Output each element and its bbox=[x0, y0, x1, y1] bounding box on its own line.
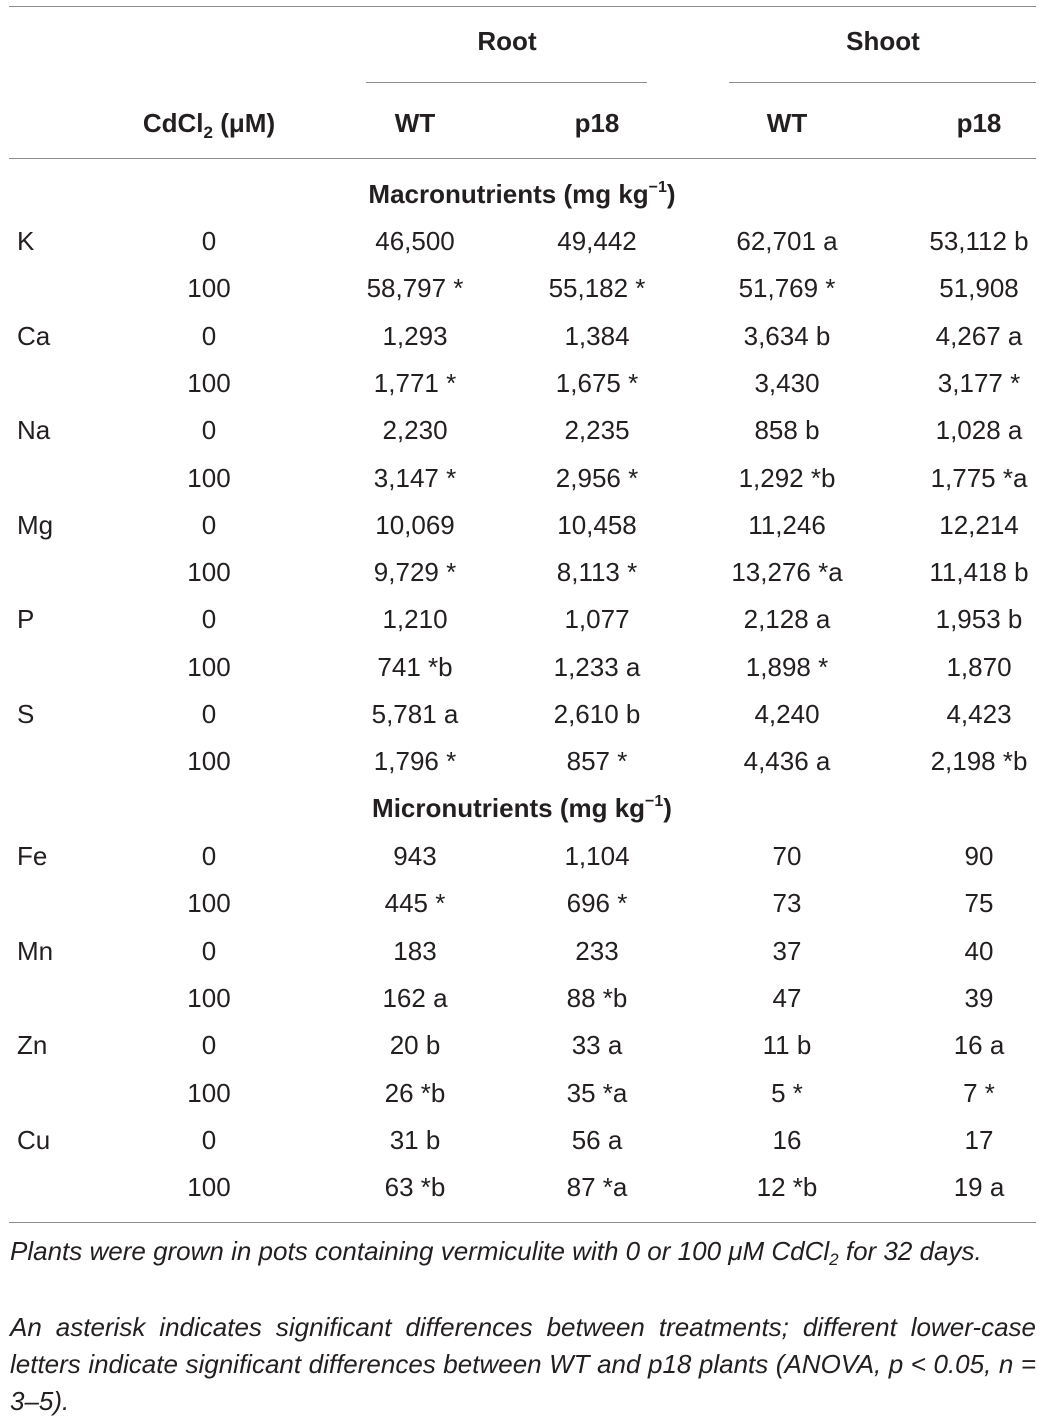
cell-root-wt: 26 *b bbox=[384, 1078, 446, 1108]
cell-shoot-wt: 70 bbox=[772, 841, 802, 871]
treatment-column-header: CdCl$_2$ (μM) bbox=[142, 108, 276, 142]
cell-root-p18: 49,442 bbox=[557, 226, 637, 256]
column-header-root-p18: p18 bbox=[574, 108, 620, 138]
cell-root-wt: 162 a bbox=[382, 983, 448, 1013]
cell-root-wt: 1,210 bbox=[382, 604, 448, 634]
cell-element: Fe bbox=[17, 841, 48, 871]
cell-cdcl2: 100 bbox=[187, 983, 231, 1013]
cell-cdcl2: 0 bbox=[201, 936, 217, 966]
cell-element: K bbox=[17, 226, 35, 256]
cell-root-wt: 3,147 * bbox=[373, 463, 457, 493]
cell-shoot-p18: 4,423 bbox=[946, 699, 1012, 729]
cell-root-p18: 1,675 * bbox=[555, 368, 639, 398]
cell-shoot-p18: 16 a bbox=[953, 1030, 1005, 1060]
cell-cdcl2: 0 bbox=[201, 226, 217, 256]
cell-shoot-p18: 11,418 b bbox=[929, 557, 1029, 587]
cell-shoot-wt: 3,430 bbox=[754, 368, 820, 398]
cell-shoot-p18: 1,775 *a bbox=[930, 463, 1028, 493]
cell-shoot-wt: 13,276 *a bbox=[731, 557, 843, 587]
cell-shoot-p18: 1,870 bbox=[946, 652, 1012, 682]
cell-root-p18: 2,610 b bbox=[553, 699, 641, 729]
cell-root-wt: 445 * bbox=[384, 888, 446, 918]
cell-shoot-p18: 40 bbox=[964, 936, 994, 966]
cell-cdcl2: 100 bbox=[187, 888, 231, 918]
cell-shoot-wt: 1,292 *b bbox=[738, 463, 836, 493]
cell-element: Na bbox=[17, 415, 51, 445]
cell-cdcl2: 0 bbox=[201, 1030, 217, 1060]
cell-root-p18: 35 *a bbox=[566, 1078, 628, 1108]
cell-root-wt: 741 *b bbox=[377, 652, 453, 682]
cell-root-wt: 58,797 * bbox=[366, 273, 464, 303]
cell-cdcl2: 0 bbox=[201, 699, 217, 729]
cell-root-p18: 88 *b bbox=[566, 983, 628, 1013]
cell-element: Mn bbox=[17, 936, 54, 966]
cell-root-p18: 696 * bbox=[566, 888, 628, 918]
root-group-rule bbox=[366, 82, 647, 83]
cell-shoot-p18: 7 * bbox=[963, 1078, 995, 1108]
cell-shoot-wt: 47 bbox=[772, 983, 802, 1013]
section-title-macronutrients: Macronutrients (mg $kg^{-1}$) bbox=[368, 179, 676, 209]
cell-cdcl2: 0 bbox=[201, 510, 217, 540]
cell-shoot-wt: 5 * bbox=[771, 1078, 803, 1108]
cell-shoot-wt: 1,898 * bbox=[745, 652, 829, 682]
column-header-root-wt: WT bbox=[394, 108, 436, 138]
cell-shoot-p18: 4,267 a bbox=[935, 321, 1023, 351]
cell-root-p18: 33 a bbox=[571, 1030, 623, 1060]
cell-root-p18: 857 * bbox=[566, 746, 628, 776]
cell-root-p18: 2,956 * bbox=[555, 463, 639, 493]
cell-shoot-wt: 62,701 a bbox=[736, 226, 838, 256]
cell-shoot-wt: 37 bbox=[772, 936, 802, 966]
cell-cdcl2: 0 bbox=[201, 841, 217, 871]
cell-root-wt: 46,500 bbox=[375, 226, 455, 256]
cell-shoot-p18: 19 a bbox=[953, 1172, 1005, 1202]
cell-cdcl2: 100 bbox=[187, 1078, 231, 1108]
cell-root-p18: 8,113 * bbox=[556, 557, 638, 587]
cell-cdcl2: 100 bbox=[187, 746, 231, 776]
cell-root-p18: 1,233 a bbox=[553, 652, 641, 682]
cell-cdcl2: 100 bbox=[187, 368, 231, 398]
cell-shoot-p18: 2,198 *b bbox=[930, 746, 1028, 776]
cell-root-p18: 87 *a bbox=[566, 1172, 628, 1202]
group-header-root: Root bbox=[477, 26, 537, 56]
cell-root-wt: 20 b bbox=[389, 1030, 441, 1060]
cell-shoot-p18: 1,028 a bbox=[935, 415, 1023, 445]
cell-shoot-wt: 12 *b bbox=[756, 1172, 818, 1202]
cell-cdcl2: 0 bbox=[201, 415, 217, 445]
group-header-shoot: Shoot bbox=[846, 26, 920, 56]
cell-root-wt: 10,069 bbox=[375, 510, 455, 540]
cell-cdcl2: 100 bbox=[187, 1172, 231, 1202]
footnote-significance: An asterisk indicates significant differences between treatments; different lower-case letters indicate significant differences between WT and p18 plants (ANOVA, p < 0.05, n = 3–5). bbox=[10, 1312, 1036, 1416]
footnote-conditions: Plants were grown in pots containing vermiculite with 0 or 100 μM CdCl2 for 32 days. bbox=[10, 1236, 982, 1269]
column-header-shoot-wt: WT bbox=[766, 108, 808, 138]
cell-root-p18: 2,235 bbox=[564, 415, 630, 445]
cell-shoot-wt: 16 bbox=[772, 1125, 802, 1155]
cell-shoot-wt: 11 b bbox=[762, 1030, 812, 1060]
cell-shoot-wt: 4,240 bbox=[754, 699, 820, 729]
top-rule bbox=[9, 6, 1036, 7]
section-title-micronutrients: Micronutrients (mg $kg^{-1}$) bbox=[372, 793, 672, 823]
cell-shoot-wt: 858 b bbox=[754, 415, 820, 445]
cell-shoot-p18: 12,214 bbox=[939, 510, 1019, 540]
cell-root-p18: 56 a bbox=[571, 1125, 623, 1155]
cell-shoot-p18: 75 bbox=[964, 888, 994, 918]
cell-root-p18: 233 bbox=[575, 936, 619, 966]
cell-cdcl2: 100 bbox=[187, 557, 231, 587]
cell-root-wt: 1,796 * bbox=[373, 746, 457, 776]
cell-cdcl2: 0 bbox=[201, 604, 217, 634]
cell-root-wt: 63 *b bbox=[384, 1172, 446, 1202]
cell-element: S bbox=[17, 699, 35, 729]
cell-root-p18: 10,458 bbox=[557, 510, 637, 540]
cell-shoot-wt: 3,634 b bbox=[743, 321, 831, 351]
cell-root-wt: 1,771 * bbox=[373, 368, 457, 398]
cell-shoot-p18: 51,908 bbox=[939, 273, 1019, 303]
header-bottom-rule bbox=[9, 158, 1036, 159]
cell-element: Mg bbox=[17, 510, 54, 540]
cell-cdcl2: 100 bbox=[187, 273, 231, 303]
cell-element: P bbox=[17, 604, 35, 634]
cell-root-wt: 1,293 bbox=[382, 321, 448, 351]
cell-shoot-p18: 39 bbox=[964, 983, 994, 1013]
cell-cdcl2: 100 bbox=[187, 463, 231, 493]
cell-shoot-wt: 73 bbox=[772, 888, 802, 918]
cell-root-wt: 2,230 bbox=[382, 415, 448, 445]
table-bottom-rule bbox=[9, 1222, 1036, 1223]
cell-root-p18: 1,104 bbox=[564, 841, 630, 871]
cell-shoot-wt: 2,128 a bbox=[743, 604, 831, 634]
cell-shoot-p18: 17 bbox=[964, 1125, 994, 1155]
cell-cdcl2: 0 bbox=[201, 1125, 217, 1155]
cell-shoot-p18: 53,112 b bbox=[929, 226, 1029, 256]
cell-root-p18: 1,077 bbox=[564, 604, 630, 634]
cell-root-p18: 55,182 * bbox=[548, 273, 646, 303]
cell-root-wt: 183 bbox=[393, 936, 437, 966]
cell-shoot-p18: 1,953 b bbox=[935, 604, 1023, 634]
cell-root-wt: 31 b bbox=[389, 1125, 441, 1155]
shoot-group-rule bbox=[729, 82, 1036, 83]
cell-root-wt: 5,781 a bbox=[371, 699, 459, 729]
column-header-shoot-p18: p18 bbox=[956, 108, 1002, 138]
cell-shoot-wt: 51,769 * bbox=[738, 273, 836, 303]
cell-shoot-wt: 4,436 a bbox=[743, 746, 831, 776]
cell-root-wt: 9,729 * bbox=[373, 557, 457, 587]
cell-element: Cu bbox=[17, 1125, 51, 1155]
cell-cdcl2: 100 bbox=[187, 652, 231, 682]
cell-element: Ca bbox=[17, 321, 51, 351]
cell-element: Zn bbox=[17, 1030, 48, 1060]
cell-root-wt: 943 bbox=[393, 841, 437, 871]
cell-root-p18: 1,384 bbox=[564, 321, 630, 351]
cell-shoot-p18: 90 bbox=[964, 841, 994, 871]
cell-shoot-wt: 11,246 bbox=[748, 510, 826, 540]
cell-cdcl2: 0 bbox=[201, 321, 217, 351]
cell-shoot-p18: 3,177 * bbox=[937, 368, 1021, 398]
